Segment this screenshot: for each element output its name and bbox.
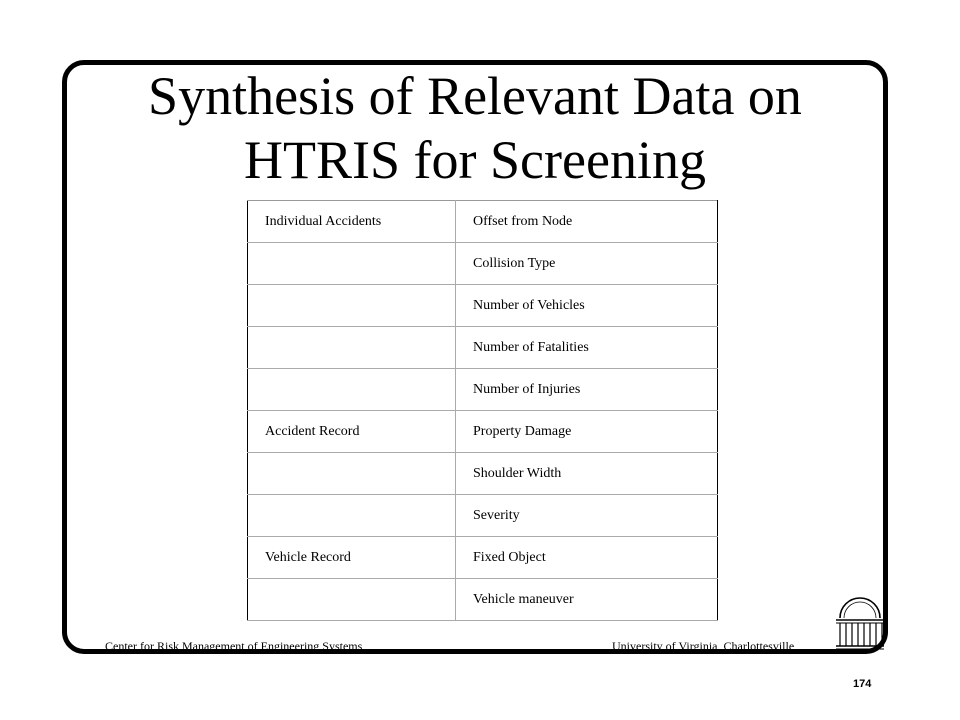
table-cell-category: Individual Accidents [248, 201, 456, 243]
footer-organization: Center for Risk Management of Engineering Systems [105, 639, 363, 653]
table-cell-category [248, 243, 456, 285]
page-number: 174 [853, 678, 872, 690]
table-row [248, 327, 718, 369]
table-row [248, 369, 718, 411]
table-row [248, 285, 718, 327]
table-cell-category [248, 579, 456, 621]
table-cell-field: Property Damage [456, 411, 718, 453]
table-cell-field: Number of Vehicles [456, 285, 718, 327]
footer-university: University of Virginia, Charlottesville [612, 639, 795, 653]
table-cell-field: Number of Injuries [456, 369, 718, 411]
title-line-2: HTRIS for Screening [244, 130, 706, 190]
slide-title [62, 64, 888, 192]
table-cell-field: Offset from Node [456, 201, 718, 243]
table-cell-field: Number of Fatalities [456, 327, 718, 369]
table-row [248, 537, 718, 579]
table-cell-field: Shoulder Width [456, 453, 718, 495]
rotunda-logo-icon [834, 596, 886, 658]
table-cell-field: Severity [456, 495, 718, 537]
table-cell-category [248, 369, 456, 411]
table-row [248, 243, 718, 285]
table-row [248, 453, 718, 495]
table-cell-category [248, 495, 456, 537]
table-row [248, 411, 718, 453]
table-cell-field: Fixed Object [456, 537, 718, 579]
data-table [247, 200, 718, 621]
table-cell-category [248, 327, 456, 369]
table-cell-category [248, 453, 456, 495]
table-cell-category [248, 285, 456, 327]
title-line-1: Synthesis of Relevant Data on [148, 66, 802, 126]
table-cell-category: Accident Record [248, 411, 456, 453]
table-row [248, 579, 718, 621]
table-cell-field: Collision Type [456, 243, 718, 285]
table-cell-category: Vehicle Record [248, 537, 456, 579]
table-row [248, 201, 718, 243]
table-row [248, 495, 718, 537]
table-cell-field: Vehicle maneuver [456, 579, 718, 621]
